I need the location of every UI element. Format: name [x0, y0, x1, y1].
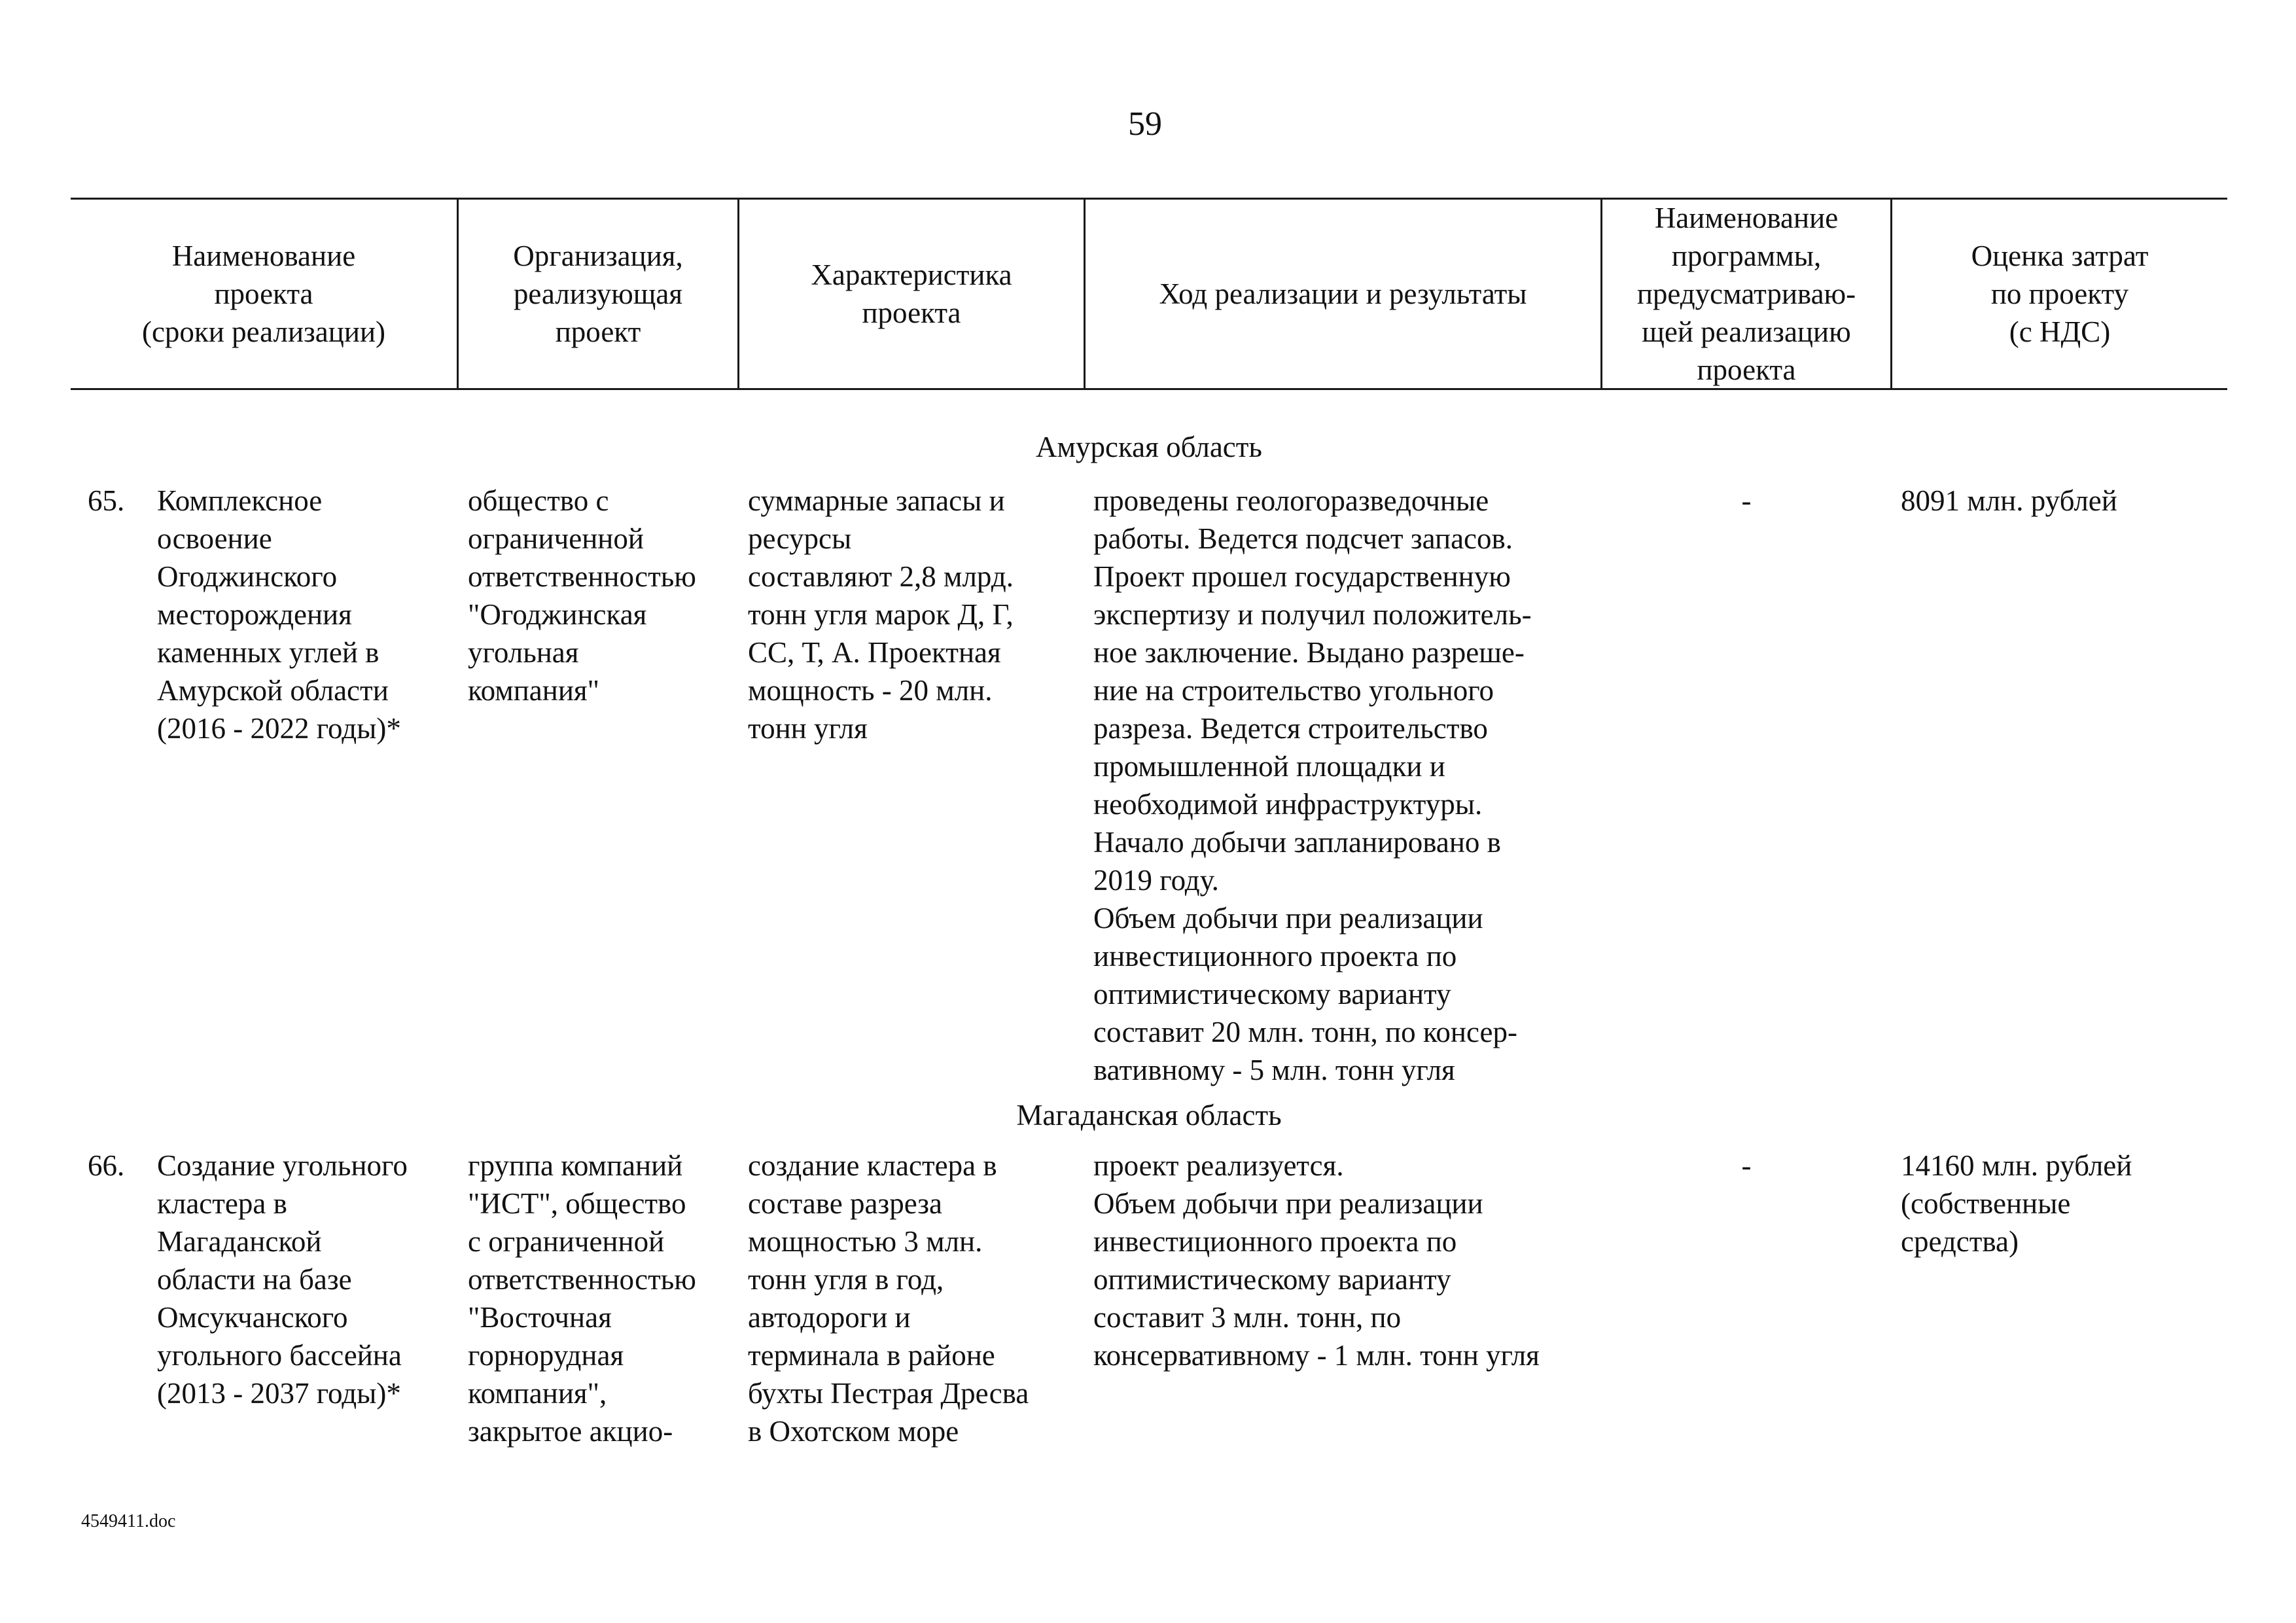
region-heading: Магаданская область: [1016, 1099, 1282, 1132]
program-name: -: [1741, 1149, 1752, 1182]
cost-estimate: 14160 млн. рублей (собственные средства): [1901, 1149, 2132, 1258]
project-characteristic: суммарные запасы и ресурсы составляют 2,8 млрд. тонн угля марок Д, Г, СС, Т, А. Проектная мощность - 20 млн. тонн угля: [748, 484, 1014, 745]
cost-estimate: 8091 млн. рублей: [1901, 484, 2117, 517]
project-name: Создание угольного кластера в Магаданской области на базе Омсукчанского угольного бассейна (2013 - 2037 годы)*: [157, 1149, 408, 1410]
page-number: 59: [1128, 105, 1162, 143]
table-header-bottom-rule: [71, 388, 2227, 390]
row-number: 66.: [88, 1149, 125, 1182]
organization: общество с ограниченной ответственностью "Огоджинская угольная компания": [468, 484, 696, 707]
header-progress: Ход реализации и результаты: [1159, 277, 1527, 310]
row-number: 65.: [88, 484, 125, 517]
region-heading: Амурская область: [1036, 431, 1262, 463]
program-name: -: [1741, 484, 1752, 517]
header-cost: Оценка затрат по проекту (с НДС): [1971, 240, 2149, 348]
implementation-progress: проект реализуется. Объем добычи при реализации инвестиционного проекта по оптимистическому варианту составит 3 млн. тонн, по консервативному - 1 млн. тонн угля: [1093, 1149, 1540, 1372]
header-program: Наименование программы, предусматриваю- щей реализацию проекта: [1636, 202, 1856, 386]
header-organization: Организация, реализующая проект: [513, 240, 683, 348]
implementation-progress: проведены геологоразведочные работы. Ведется подсчет запасов. Проект прошел государственную экспертизу и получил положитель- ное заключение. Выдано разреше- ние на строительство угольного разреза. Ведется строительство промышленной площадки и необходимой инфраструктуры. Начало добычи запланировано в 2019 году. Объем добычи при реализации инвестиционного проекта по оптимистическому варианту составит 20 млн. тонн, по консер- вативному - 5 млн. тонн угля: [1093, 484, 1532, 1086]
organization: группа компаний "ИСТ", общество с ограниченной ответственностью "Восточная горнорудная компания", закрытое акцио-: [468, 1149, 696, 1448]
project-characteristic: создание кластера в составе разреза мощностью 3 млн. тонн угля в год, автодороги и терминала в районе бухты Пестрая Дресва в Охотском море: [748, 1149, 1029, 1448]
document-code: 4549411.doc: [81, 1511, 176, 1531]
header-project-name: Наименование проекта (сроки реализации): [141, 240, 386, 348]
header-characteristic: Характеристика проекта: [811, 259, 1012, 329]
project-name: Комплексное освоение Огоджинского месторождения каменных углей в Амурской области (2016 - 2022 годы)*: [157, 484, 401, 745]
